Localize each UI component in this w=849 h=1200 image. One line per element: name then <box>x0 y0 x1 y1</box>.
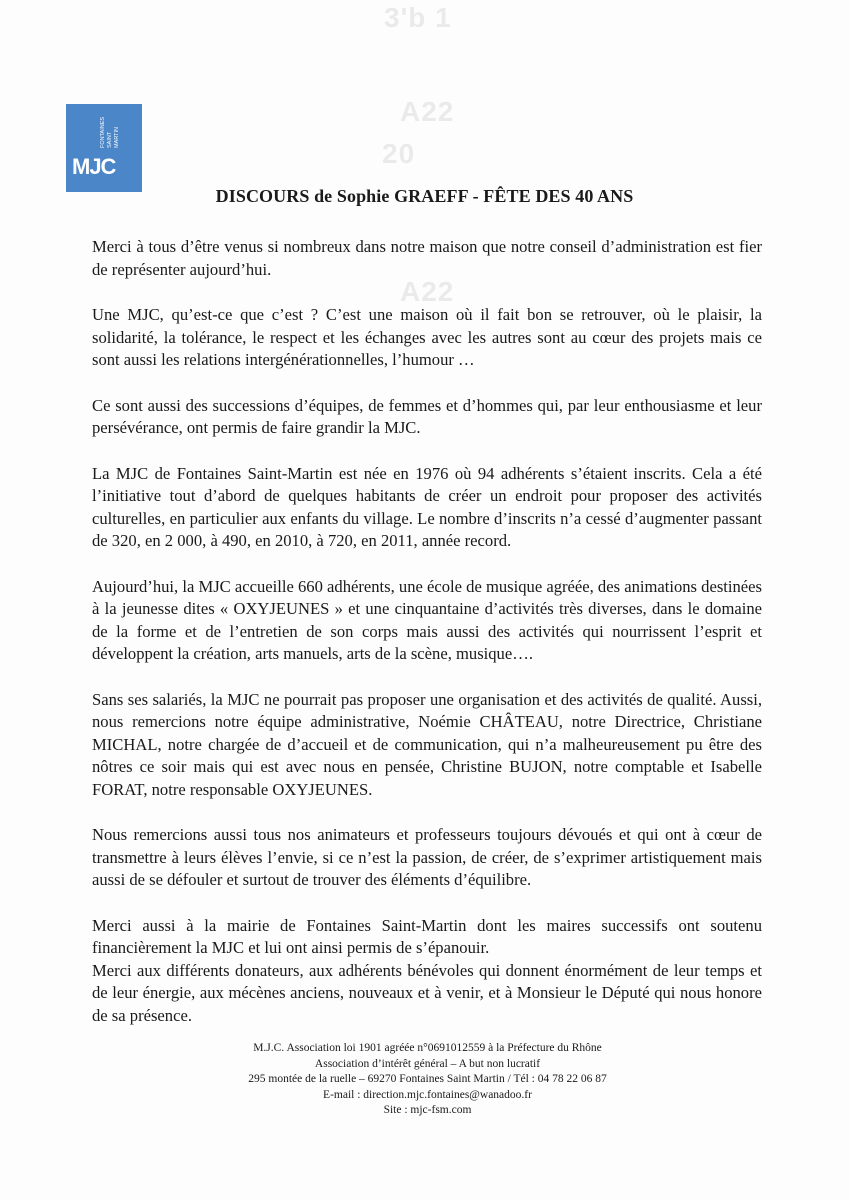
footer-email: E-mail : direction.mjc.fontaines@wanadoo.fr <box>323 1088 532 1101</box>
speech-body <box>92 236 762 1050</box>
document-title: DISCOURS de Sophie GRAEFF - FÊTE DES 40 ANS <box>215 186 634 206</box>
paragraph: Aujourd’hui, la MJC accueille 660 adhérents, une école de musique agréée, des animations destinées à la jeunesse dites « OXYJEUNES » et une cinquantaine d’activités très diverses, dans le domaine de la forme et de l’entretien de son corps mais aussi des activités qui nourrissent l’esprit et développent la création, arts manuels, arts de la scène, musique…. <box>92 576 762 663</box>
footer-status: Association d’intérêt général – A but non lucratif <box>314 1057 541 1070</box>
logo-text: MJC <box>72 154 116 179</box>
footer-association: M.J.C. Association loi 1901 agréée n°0691012559 à la Préfecture du Rhône <box>253 1042 602 1054</box>
show-through-marks: 3'b 1 A22 20 A22 <box>382 2 455 307</box>
paragraph: Merci à tous d’être venus si nombreux dans notre maison que notre conseil d’administration est fier de représenter aujourd’hui. <box>92 237 762 279</box>
paragraph: Merci aux différents donateurs, aux adhérents bénévoles qui donnent énormément de leur temps et de leur énergie, aux mécènes anciens, nouveaux et à venir, et à Monsieur le Député qui nous honore de sa présence. <box>92 960 762 1025</box>
paragraph: Ce sont aussi des successions d’équipes, de femmes et d’hommes qui, par leur enthousiasme et leur persévérance, ont permis de faire grandir la MJC. <box>92 395 762 437</box>
paragraph: Nous remercions aussi tous nos animateurs et professeurs toujours dévoués et qui ont à cœur de transmettre à leurs élèves l’envie, si ce n’est la passion, de créer, de s’exprimer artistiquement mais aussi de se défouler et surtout de trouver des éléments d’équilibre. <box>92 825 762 889</box>
paragraph: La MJC de Fontaines Saint-Martin est née en 1976 où 94 adhérents s’étaient inscrits. Cela a été l’initiative tout d’abord de quelques habitants de créer un endroit pour proposer des activités culturelles, en particulier aux enfants du village. Le nombre d’inscrits n’a cessé d’augmenter passant de 320, en 2 000, à 490, en 2010, à 720, en 2011, année record. <box>92 463 762 550</box>
paragraph: Sans ses salariés, la MJC ne pourrait pas proposer une organisation et des activités de qualité. Aussi, nous remercions notre équipe administrative, Noémie CHÂTEAU, notre Directrice, Christiane MICHAL, notre chargée de d’accueil et de communication, qui n’a malheureusement pu être des nôtres ce soir mais qui est avec nous en pensée, Christine BUJON, notre comptable et Isabelle FORAT, notre responsable OXYJEUNES. <box>92 689 762 799</box>
paragraph: Merci aussi à la mairie de Fontaines Saint-Martin dont les maires successifs ont soutenu financièrement la MJC et lui ont ainsi permis de s’épanouir. <box>92 915 762 957</box>
footer-website: Site : mjc-fsm.com <box>383 1104 472 1116</box>
paragraph: Une MJC, qu’est-ce que c’est ? C’est une maison où il fait bon se retrouver, où le plaisir, la solidarité, la tolérance, le respect et les échanges avec les autres sont au cœur des projets mais ce sont aussi les relations intergénérationnelles, l’humour … <box>92 305 762 369</box>
logo-vertical-text: FONTAINES SAINT MARTIN <box>100 116 120 148</box>
footer <box>0 1041 849 1119</box>
footer-address: 295 montée de la ruelle – 69270 Fontaines Saint Martin / Tél : 04 78 22 06 87 <box>248 1073 607 1085</box>
mjc-logo <box>66 104 142 192</box>
